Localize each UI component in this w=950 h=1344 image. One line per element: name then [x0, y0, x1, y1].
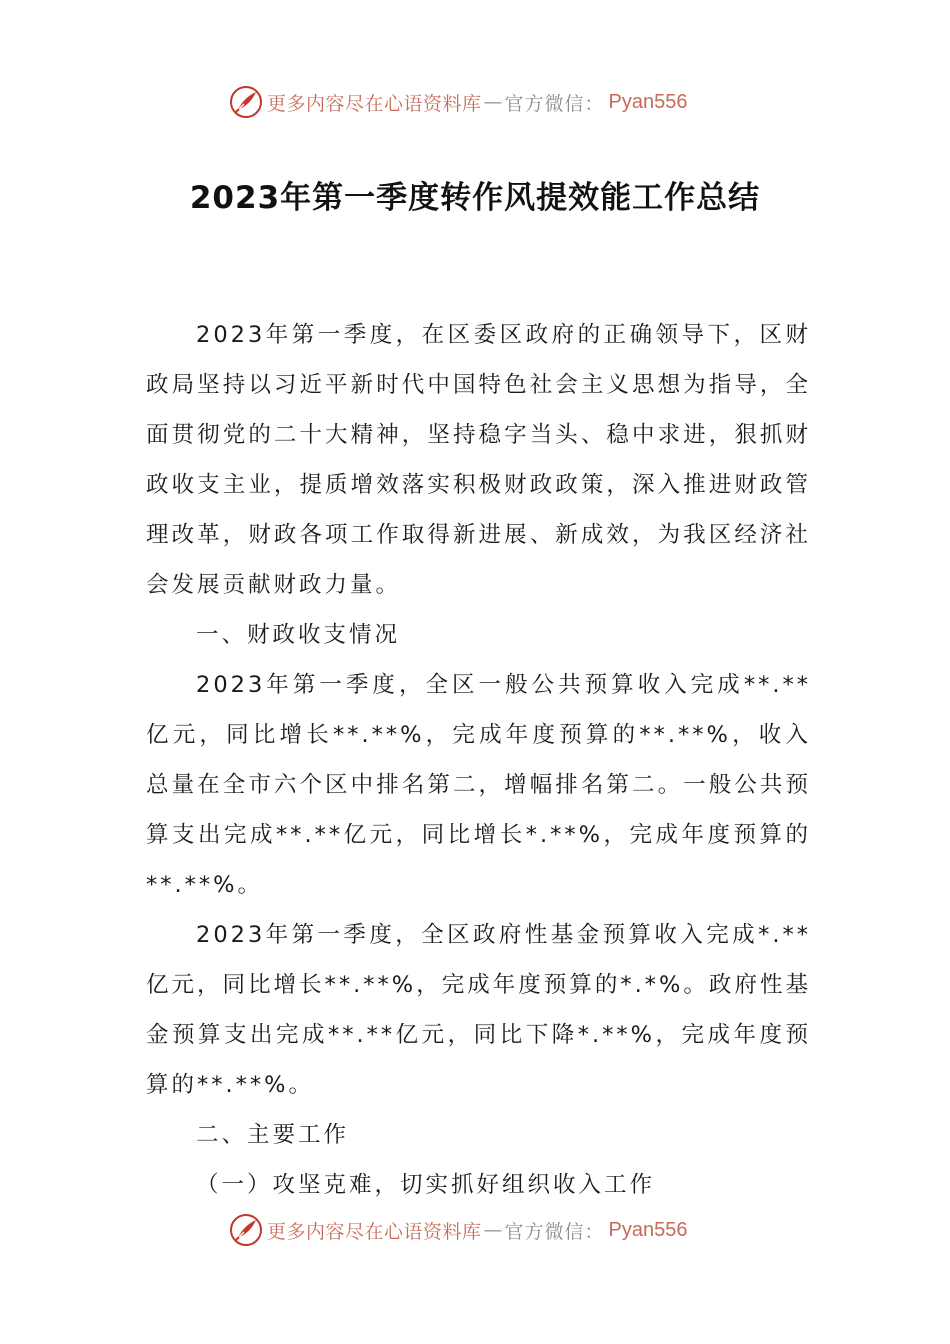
watermark-footer	[229, 1212, 688, 1248]
watermark-text: 更多内容尽在心语资料库	[267, 92, 482, 115]
watermark-wechat-label: 官方微信：	[504, 92, 605, 115]
quill-pen-logo-icon	[229, 1213, 263, 1247]
paragraph-fund-budget: 2023年第一季度，全区政府性基金预算收入完成*.**亿元，同比增长**.**%，完成年度预算的*.*%。政府性基金预算支出完成**.**亿元，同比下降*.**%，完成年度预算的**.**%。	[146, 922, 811, 1098]
watermark-wechat-id: Pyan556	[608, 1218, 688, 1241]
watermark-dash: —	[483, 91, 503, 113]
watermark-wechat-label: 官方微信：	[504, 1220, 605, 1243]
quill-pen-logo-icon	[229, 85, 263, 119]
watermark-dash: —	[483, 1219, 503, 1241]
document-body	[146, 310, 811, 1210]
subsection-heading-1: （一）攻坚克难，切实抓好组织收入工作	[196, 1172, 656, 1198]
watermark-wechat-id: Pyan556	[608, 90, 688, 113]
watermark-text: 更多内容尽在心语资料库	[267, 1220, 482, 1243]
section-heading-2: 二、主要工作	[196, 1122, 350, 1148]
paragraph-general-budget: 2023年第一季度，全区一般公共预算收入完成**.**亿元，同比增长**.**%，完成年度预算的**.**%，收入总量在全市六个区中排名第二，增幅排名第二。一般公共预算支出完成**.**亿元，同比增长*.**%，完成年度预算的**.**%。	[146, 672, 811, 898]
document-title: 2023年第一季度转作风提效能工作总结	[189, 180, 761, 216]
paragraph-intro: 2023年第一季度，在区委区政府的正确领导下，区财政局坚持以习近平新时代中国特色社会主义思想为指导，全面贯彻党的二十大精神，坚持稳字当头、稳中求进，狠抓财政收支主业，提质增效落实积极财政政策，深入推进财政管理改革，财政各项工作取得新进展、新成效，为我区经济社会发展贡献财政力量。	[146, 322, 811, 598]
section-heading-1: 一、财政收支情况	[196, 622, 401, 648]
watermark-header	[229, 84, 688, 120]
